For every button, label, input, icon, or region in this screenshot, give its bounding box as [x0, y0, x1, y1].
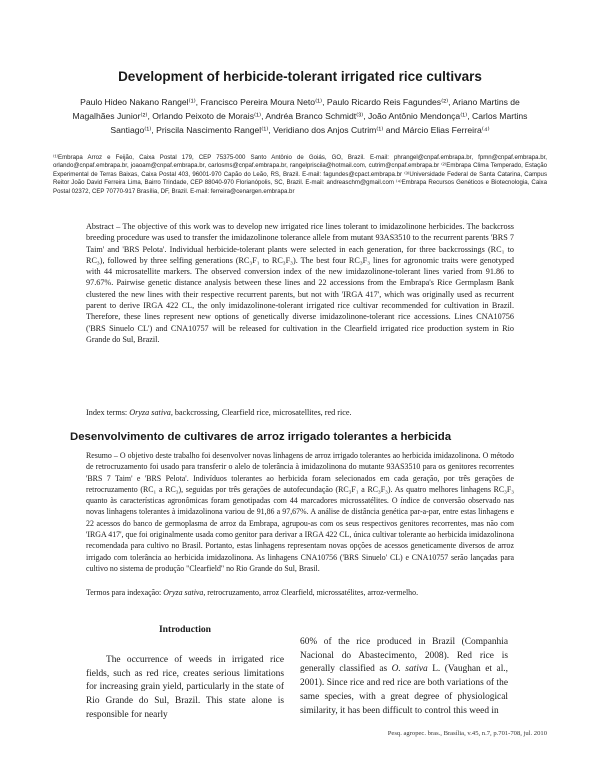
index-terms-label: Index terms: — [86, 408, 130, 417]
introduction-paragraph-right — [300, 636, 508, 718]
index-terms-species: Oryza sativa — [129, 408, 171, 417]
introduction-heading: Introduction — [158, 624, 212, 635]
intro-right-species: O. sativa — [391, 664, 428, 675]
introduction-paragraph-left: The occurrence of weeds in irrigated rice fields, such as red rice, creates serious limitations for increasing grain yield, particularly in the state of Rio Grande do Sul, Brazil. This state alone is responsible for nearly — [86, 655, 284, 720]
index-terms-list: , backcrossing, Clearfield rice, microsatellites, red rice. — [170, 408, 352, 417]
index-terms-pt-label: Termos para indexação: — [86, 588, 164, 597]
index-terms-pt-species: Oryza sativa — [163, 588, 204, 597]
index-terms-english — [86, 407, 514, 418]
intro-right-text-1: 60% of the rice produced in Brazil (Companhia Nacional do Abastecimento, 2008). Red rice is generally classified as — [300, 637, 508, 675]
abstract-portuguese: Resumo – O objetivo deste trabalho foi desenvolver novas linhagens de arroz irrigado tolerantes ao herbicida imidazolinona. O método de retrocruzamento foi usado para transferir o alelo de tolerância à imidazolinona do mutante 93AS3510 para os genitores recorrentes 'BRS 7 Taim' e 'BRS Pelota'. Indivíduos tolerantes ao herbicida foram selecionados em cada geração, por três gerações de retrocruzamento (RC₁ a RC₃), seguidas por três gerações de autofecundação (RC₃F₁ a RC₃F₃). As quatro melhores linhagens RC₃F₃ quanto às características agronômicas foram genotipadas com 44 marcadores microssatélites. O índice de conversão observado nas novas linhagens tolerantes à imidazolinona variou de 91,86 a 97,67%. A análise de distância genética par-a-par, entre estas linhagens e 22 acessos do banco de germoplasma de arroz da Embrapa, agrupou-as com os seus respectivos genitores recorrentes, mas não com 'IRGA 417', que foi originalmente usada como genitor para derivar a IRGA 422 CL, única cultivar tolerante ao herbicida imidazolinona recomendada para cultivo no Brasil. Portanto, estas linhagens representam novas opções de acessos geneticamente diversos de arroz irrigado com tolerância ao herbicida imidazolinona. As linhagens CNA10756 ('BRS Sinuelo' CL) e CNA10757 serão lançadas para cultivo no sistema de produção "Clearfield" no Rio Grande do Sul, Brasil. — [86, 451, 514, 573]
body-column-right — [300, 636, 508, 718]
article-title-portuguese: Desenvolvimento de cultivares de arroz irrigado tolerantes a herbicida — [70, 431, 452, 443]
index-terms-pt-list: , retrocruzamento, arroz Clearfield, microssatélites, arroz-vermelho. — [203, 588, 419, 597]
journal-footer: Pesq. agropec. bras., Brasília, v.45, n.7, p.701-708, jul. 2010 — [387, 730, 547, 737]
author-affiliations: ⁽¹⁾Embrapa Arroz e Feijão, Caixa Postal 179, CEP 75375-000 Santo Antônio de Goiás, GO, Brazil. E-mail: phrangel@cnpaf.embrapa.br, fpmn@cnpaf.embrapa.br, orlando@cnpaf.embrapa.br, joaoam@cnpaf.embrapa.br, carlosms@cnpaf.embrapa.br, rangelpriscila@hotmail.com, cutrim@cnpaf.embrapa.br ⁽²⁾Embrapa Clima Temperado, Estação Experimental de Terras Baixas, Caixa Postal 403, 96001-970 Capão do Leão, RS, Brazil. E-mail: fagundes@cpact.embrapa.br ⁽³⁾Universidade Federal de Santa Catarina, Campus Reitor João David Ferreira Lima, Bairro Trindade, CEP 88040-970 Florianópolis, SC, Brazil. E-mail: andreaschm@gmail.com ⁽⁴⁾Embrapa Recursos Genéticos e Biotecnologia, Caixa Postal 02372, CEP 70770-917 Brasília, DF, Brazil. E-mail: ferreira@cenargen.embrapa.br — [53, 154, 547, 195]
index-terms-portuguese — [86, 587, 514, 598]
abstract-english: Abstract – The objective of this work was to develop new irrigated rice lines tolerant to imidazolinone herbicides. The backcross breeding procedure was used to transfer the imidazolinone tolerance allele from mutant 93AS3510 to the recurrent parents 'BRS 7 Taim' and 'BRS Pelota'. Individual herbicide-tolerant plants were selected in each generation, for three backcrossings (RC₁ to RC₃), followed by three selfing generations (RC₃F₁ to RC₃F₃). The best four RC₃F₃ lines for agronomic traits were genotyped with 44 microsatellite markers. The observed conversion index of the new imidazolinone-tolerant lines varied from 91.86 to 97.67%. Pairwise genetic distance analysis between these lines and 22 accessions from the Embrapa's Rice Germplasm Bank clustered the new lines with their respective recurrent parents, but not with 'IRGA 417', which was originally used as recurrent parent to derive IRGA 422 CL, the only imidazolinone-tolerant irrigated rice cultivar recommended for cultivation in Brazil. Therefore, these lines represent new options of genetically diverse imidazolinone-tolerant rice accessions. Lines CNA10756 ('BRS Sinuelo CL') and CNA10757 will be released for cultivation in the Clearfield irrigated rice production system in Rio Grande do Sul, Brazil. — [86, 222, 514, 344]
article-title: Development of herbicide-tolerant irrigated rice cultivars — [118, 69, 482, 84]
intro-right-text-2: L. (Vaughan et al., 2001). Since rice and red rice are both variations of the same species, with a great degree of physiological similarity, it has been difficult to control this weed in — [300, 664, 508, 716]
body-column-left — [86, 624, 284, 723]
author-list: Paulo Hideo Nakano Rangel⁽¹⁾, Francisco Pereira Moura Neto⁽¹⁾, Paulo Ricardo Reis Fagundes⁽²⁾, Ariano Martins de Magalhães Junior⁽²⁾, Orlando Peixoto de Morais⁽¹⁾, Andréa Branco Schmidt⁽³⁾, João Antônio Mendonça⁽¹⁾, Carlos Martins Santiago⁽¹⁾, Priscila Nascimento Rangel⁽¹⁾, Veridiano dos Anjos Cutrim⁽¹⁾ and Márcio Elias Ferreira⁽⁴⁾ — [72, 97, 528, 135]
